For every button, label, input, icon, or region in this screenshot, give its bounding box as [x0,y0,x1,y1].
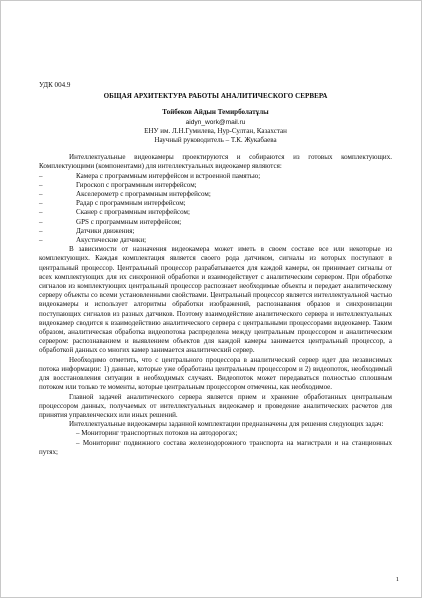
list-item-text: Камера с программным интерфейсом и встроенной памятью; [76,171,261,180]
task-item [39,429,392,438]
body-paragraph-4: Главной задачей аналитического сервера является прием и хранение обработанных центральным процессором данных, получаемых от интеллектуальных видеокамер и проведение аналитических расчетов для принятия управленческих или иных решений. [39,392,392,419]
list-item [39,227,392,236]
list-item [39,199,392,208]
list-dash: – [39,199,43,208]
list-dash: – [39,226,43,235]
list-dash: – [39,171,43,180]
udk-code: УДК 004.9 [39,81,71,89]
body-paragraph-2: В зависимости от назначения видеокамера может иметь в своем составе все или некоторые из комплектующих. Каждая комплектация является своего рода датчиком, сигналы из которых поступают в центральный процессор. Центральный процессор разрабатывается для каждой камеры, он принимает сигналы от всех комплектующих для их синхронной обработки и взаимодействует с аналитическим сервером. При обработке сигналов из комплектующих центральный процессор распознает необходимые объекты и передает аналитическому серверу объекты со всеми установленными свойствами. Центральный процессор является интеллектуальной частью видеокамеры и использует алгоритмы обработки изображений, распознавания образов и синхронизации поступающих сигналов из разных датчиков. Поэтому взаимодействие аналитического сервера и интеллектуальных видеокамер сводится к взаимодействию аналитического сервера с центральными процессорами видеокамер. Таким образом, аналитическая обработка видеопотока распределена между центральным процессором и аналитическим сервером: распознаванием и выявлением объектов для каждой камеры занимается центральный процессор, а обработкой данных со многих камер занимается аналитический сервер. [39,245,392,355]
list-dash: – [76,438,80,447]
supervisor: Научный руководитель – Т.К. Жукабаева [154,136,277,145]
paper-title: ОБЩАЯ АРХИТЕКТУРА РАБОТЫ АНАЛИТИЧЕСКОГО СЕРВЕРА [103,92,328,101]
list-dash: – [39,190,43,199]
components-list [39,172,392,246]
intro-paragraph: Интеллектуальные видеокамеры проектируются и собираются из готовых комплектующих. Комплектующими (компонентами) для интеллектуальных видеокамер являются: [39,153,392,171]
list-item-text: GPS с программным интерфейсом; [76,217,182,226]
list-item [39,181,392,190]
task-item [39,439,392,457]
list-item-text: Датчики движения; [76,226,135,235]
list-item [39,218,392,227]
list-dash: – [39,217,43,226]
list-item-text: Акустические датчики; [76,236,147,245]
list-item [39,172,392,181]
list-item [39,190,392,199]
body-paragraph-3: Необходимо отметить, что с центрального процессора в аналитический сервер идет два независимых потока информации: 1) данные, которые уже обработаны центральным процессором и 2) видеопоток, необходимый для восстановления ситуации в необходимых случаях. Видеопоток может передаваться полностью сплошным потоком или только те моменты, которые центральным процессором отмечены, как необходимое. [39,355,392,392]
page-number: 1 [395,576,399,583]
list-dash: – [76,429,80,438]
list-item-text: Акселерометр с программным интерфейсом; [76,190,211,199]
task-item-text: Мониторинг транспортных потоков на автодорогах; [81,429,238,438]
author-email: aidyn_work@mail.ru [185,118,246,126]
list-item-text: Радар с программным интерфейсом; [76,199,186,208]
list-dash: – [39,208,43,217]
list-item [39,236,392,245]
list-item [39,208,392,217]
author-affiliation: ЕНУ им. Л.Н.Гумилева, Нур-Султан, Казахстан [144,126,287,135]
task-item-text: Мониторинг подвижного состава железнодорожного транспорта на магистрали и на станционных путях; [39,438,393,456]
author-name: Тойбеков Айдын Темирболатұлы [162,108,269,117]
body-paragraph-5: Интеллектуальные видеокамеры заданной комплектации предназначены для решения следующих задач: [69,420,384,429]
page-content [39,81,392,457]
list-item-text: Сканер с программным интерфейсом; [76,208,190,217]
list-dash: – [39,236,43,245]
list-item-text: Гироскоп с программным интерфейсом; [76,180,197,189]
list-dash: – [39,180,43,189]
